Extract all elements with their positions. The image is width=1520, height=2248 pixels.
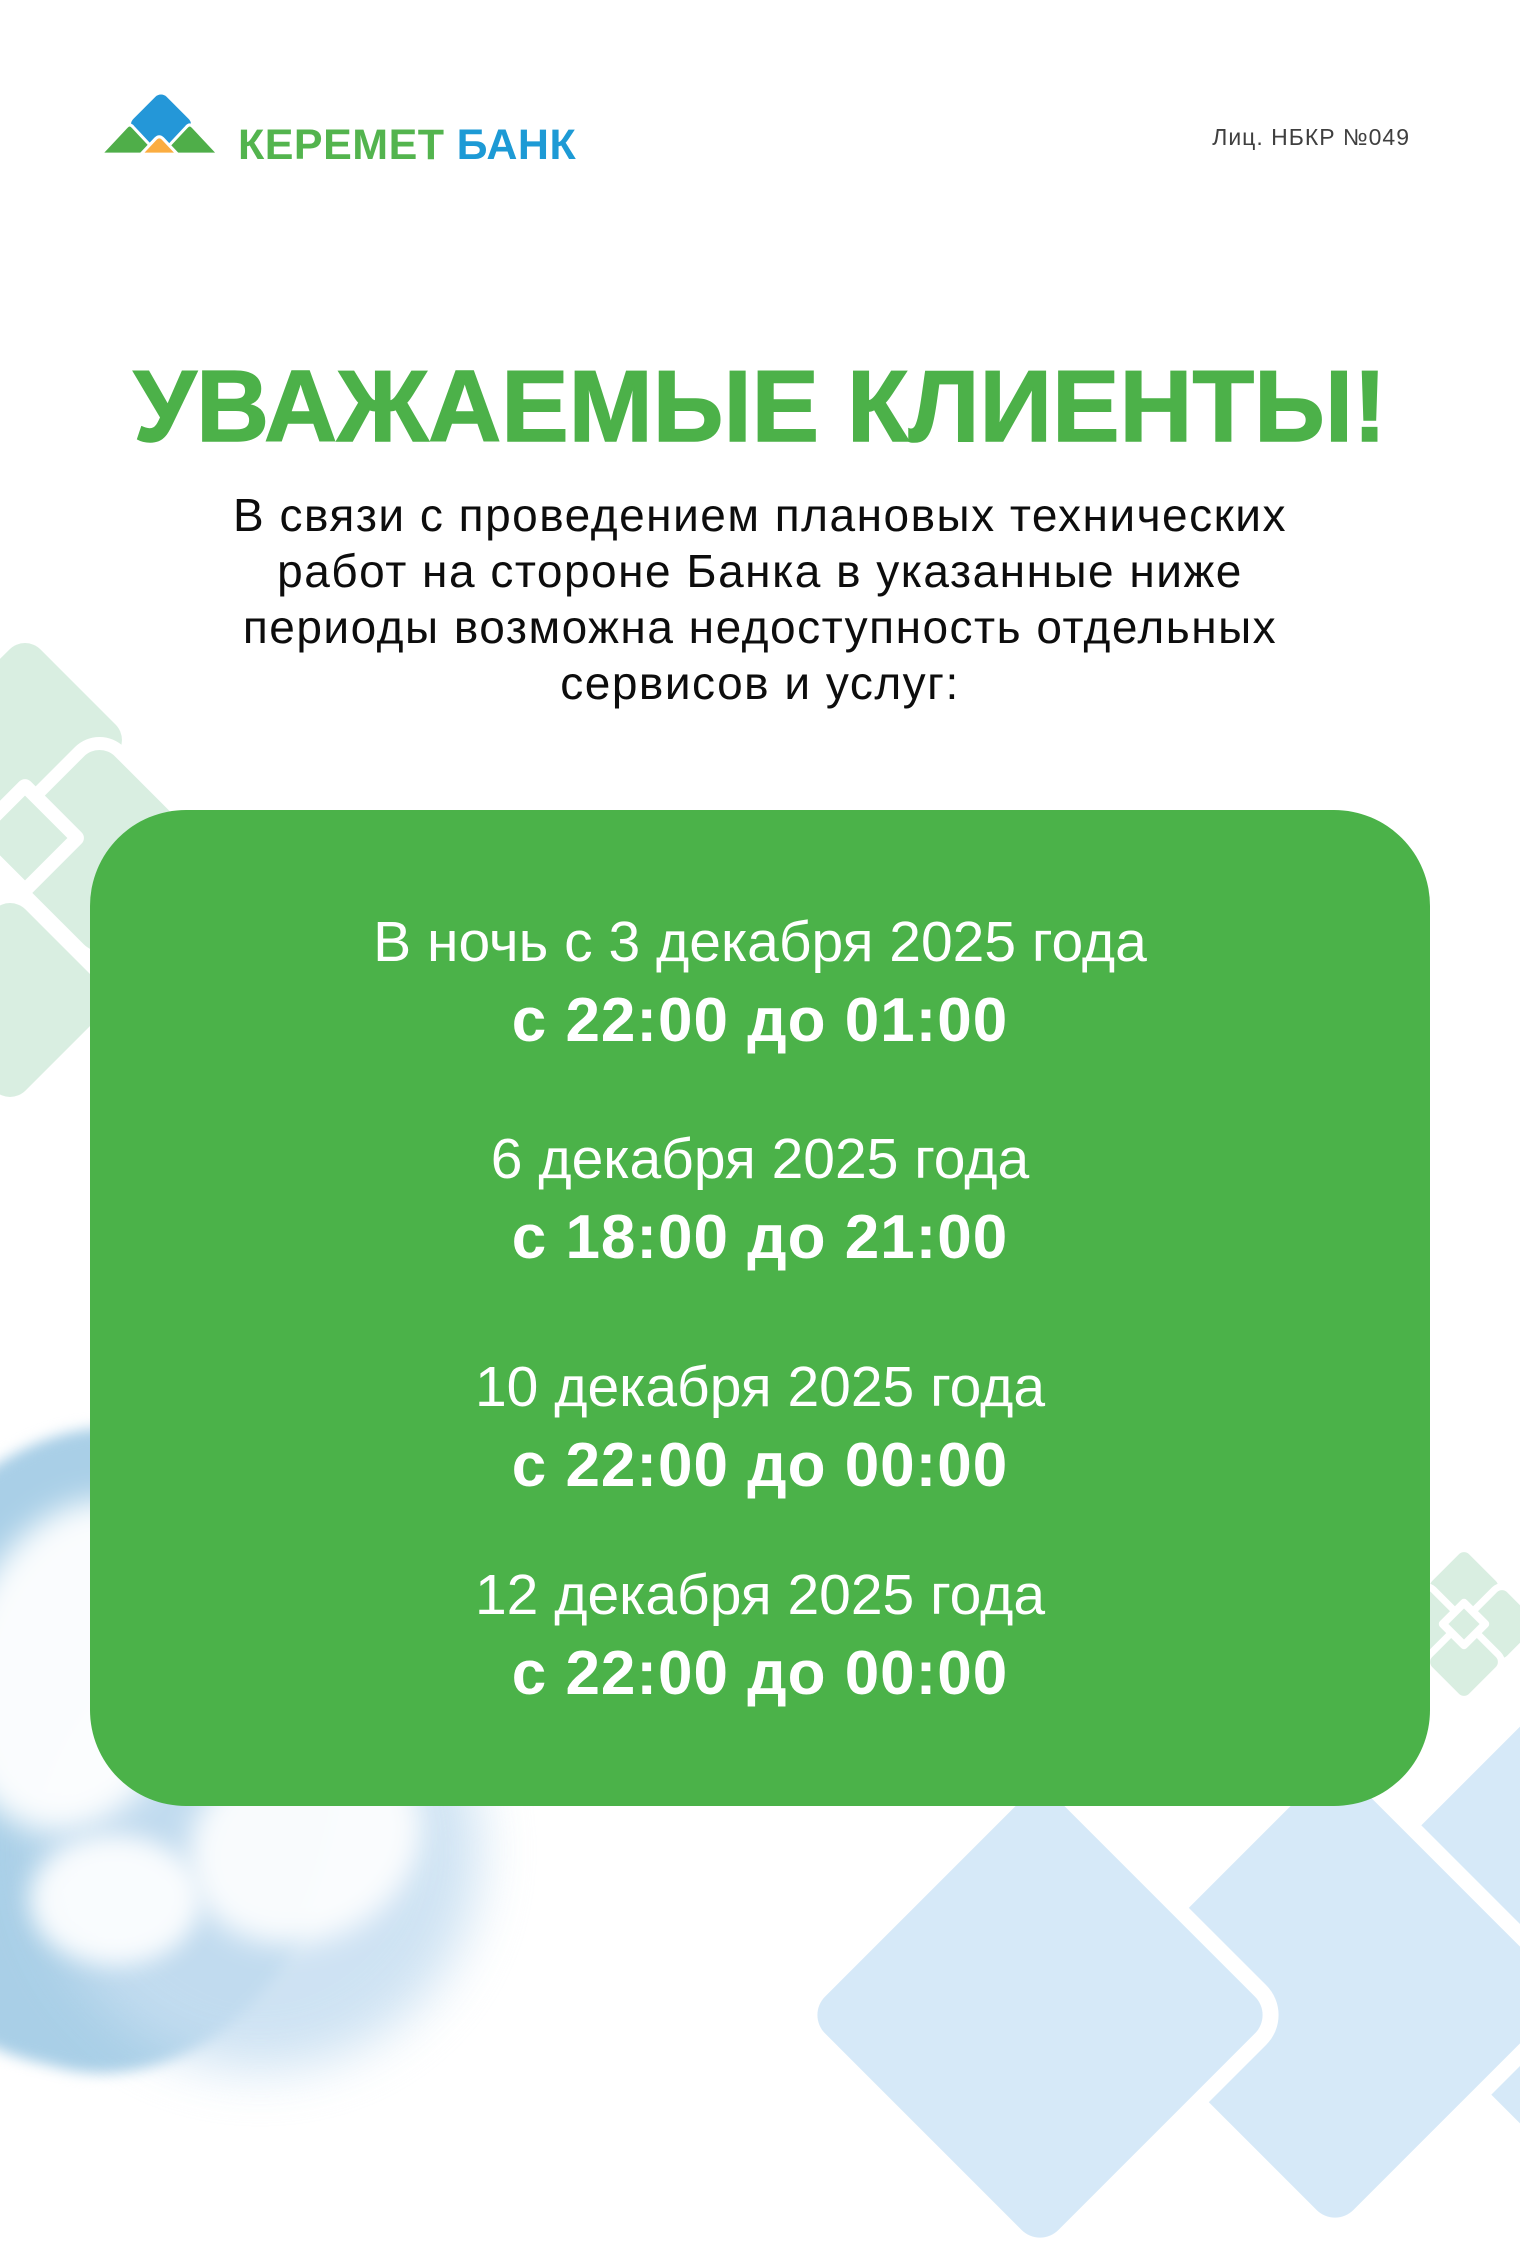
maintenance-period <box>90 1563 1430 1709</box>
bubble-highlight <box>30 1835 200 1965</box>
period-time: с 18:00 до 21:00 <box>511 1203 1009 1272</box>
period-date: 12 декабря 2025 года <box>474 1563 1046 1627</box>
maintenance-period <box>90 910 1430 1056</box>
period-time: с 22:00 до 00:00 <box>511 1431 1009 1500</box>
period-time: с 22:00 до 00:00 <box>511 1639 1009 1708</box>
intro-line: В связи с проведением плановых технических <box>233 489 1287 541</box>
period-time: с 22:00 до 01:00 <box>511 986 1009 1055</box>
blue-diamond-decor <box>807 1782 1274 2248</box>
mountains-logo-icon <box>100 88 222 168</box>
period-date: 10 декабря 2025 года <box>474 1355 1046 1419</box>
intro-line: периоды возможна недоступность отдельных <box>242 601 1278 653</box>
logo-text-keremet: КЕРЕМЕТ <box>238 121 445 169</box>
logo-text-bank: БАНК <box>456 121 577 169</box>
bank-logo-wordmark <box>238 121 576 170</box>
page-title: УВАЖАЕМЫЕ КЛИЕНТЫ! <box>133 351 1387 463</box>
intro-paragraph <box>0 487 1520 711</box>
period-date: В ночь с 3 декабря 2025 года <box>373 910 1147 974</box>
maintenance-period <box>90 1355 1430 1501</box>
bank-logo <box>100 88 576 168</box>
schedule-card <box>90 810 1430 1806</box>
maintenance-period <box>90 1127 1430 1273</box>
intro-line: работ на стороне Банка в указанные ниже <box>277 545 1243 597</box>
period-date: 6 декабря 2025 года <box>490 1127 1030 1191</box>
intro-line: сервисов и услуг: <box>560 657 960 709</box>
license-text: Лиц. НБКР №049 <box>1212 124 1410 150</box>
